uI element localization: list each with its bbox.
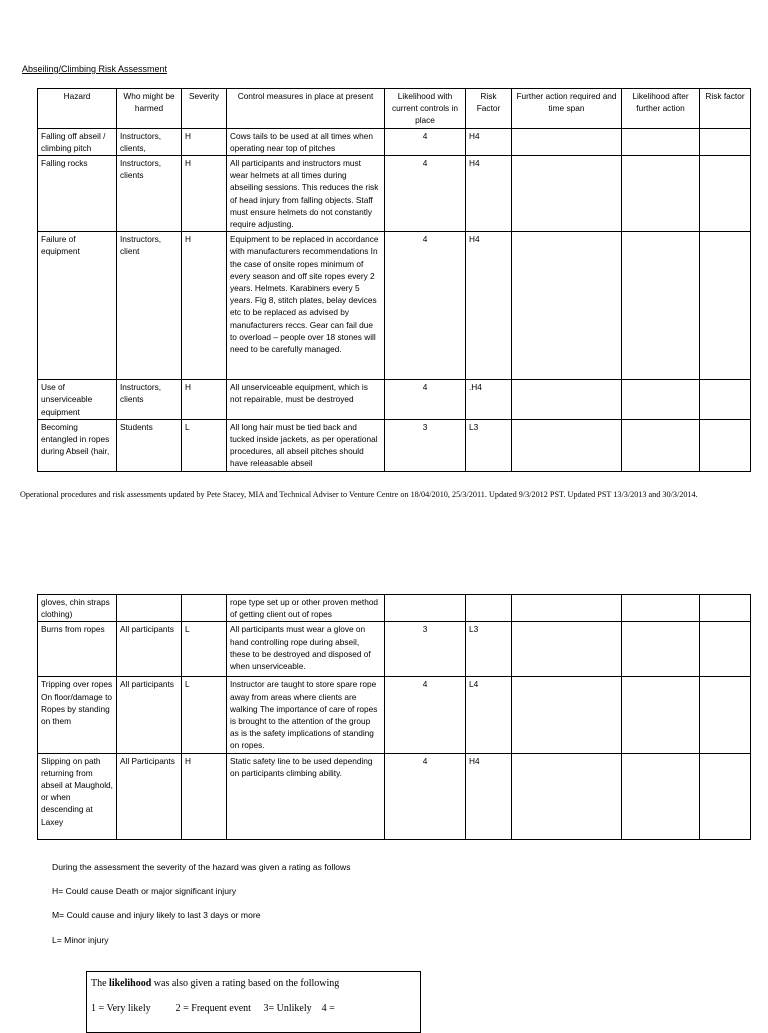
cell-likelihood: 4 [385,232,466,380]
cell-risk-factor-after [700,622,751,677]
table-row [38,677,751,753]
table-header-row [38,89,751,129]
header-risk-factor-after: Risk factor [700,89,751,129]
cell-likelihood: 4 [385,128,466,155]
cell-hazard: Use of unserviceable equipment [38,380,117,420]
cell-likelihood-after [622,232,700,380]
likelihood-intro [91,978,339,989]
cell-likelihood-after [622,622,700,677]
cell-hazard: Becoming entangled in ropes during Abseil (hair, [38,419,117,471]
cell-risk-factor-after [700,156,751,232]
cell-risk-factor: L3 [466,622,512,677]
cell-control: All participants and instructors must wear helmets at all times during abseiling sessions. This reduces the risk of head injury from falling objects. Staff must ensure helmets do not constantly require adjusting. [227,156,385,232]
cell-severity: H [182,753,227,839]
cell-risk-factor-after [700,232,751,380]
risk-table-part-2 [37,594,751,840]
severity-intro: During the assessment the severity of the hazard was given a rating as follows [52,862,351,872]
cell-who [117,595,182,622]
cell-risk-factor-after [700,753,751,839]
cell-severity [182,595,227,622]
header-severity: Severity [182,89,227,129]
cell-who: Students [117,419,182,471]
cell-further-action [512,622,622,677]
cell-control: Equipment to be replaced in accordance with manufacturers recommendations In the case of onsite ropes minimum of every season and off site ropes every 2 years. Helmets. Karabiners every 5 years. Fig 8, stitch plates, belay devices etc to be replaced as advised by manufacturers reccs. Gear can fail due to overload – people over 18 stones will need to be carefully managed. [227,232,385,380]
cell-further-action [512,677,622,753]
table-row [38,232,751,380]
table-row [38,753,751,839]
cell-who: Instructors, client [117,232,182,380]
severity-m-definition: M= Could cause and injury likely to last 3 days or more [52,910,261,920]
cell-severity: L [182,622,227,677]
cell-risk-factor: H4 [466,232,512,380]
cell-further-action [512,380,622,420]
cell-likelihood-after [622,753,700,839]
cell-who: Instructors, clients, [117,128,182,155]
cell-risk-factor: L3 [466,419,512,471]
risk-table-part-1 [37,88,751,472]
cell-further-action [512,156,622,232]
cell-likelihood-after [622,677,700,753]
cell-who: Instructors, clients [117,156,182,232]
header-hazard: Hazard [38,89,117,129]
cell-risk-factor-after [700,128,751,155]
cell-risk-factor: H4 [466,753,512,839]
cell-hazard: gloves, chin straps clothing) [38,595,117,622]
cell-risk-factor: L4 [466,677,512,753]
header-likelihood-after: Likelihood after further action [622,89,700,129]
cell-likelihood: 3 [385,419,466,471]
table-row [38,380,751,420]
table-row [38,419,751,471]
cell-risk-factor-after [700,677,751,753]
cell-likelihood: 4 [385,380,466,420]
table-row [38,595,751,622]
cell-risk-factor-after [700,595,751,622]
cell-risk-factor: H4 [466,128,512,155]
cell-likelihood-after [622,380,700,420]
cell-further-action [512,232,622,380]
cell-severity: H [182,380,227,420]
cell-likelihood: 3 [385,622,466,677]
cell-control: All participants must wear a glove on hand controlling rope during abseil, these to be destroyed and disposed of when unserviceable. [227,622,385,677]
cell-likelihood-after [622,419,700,471]
cell-risk-factor-after [700,419,751,471]
cell-likelihood [385,595,466,622]
cell-further-action [512,128,622,155]
header-control-measures: Control measures in place at present [227,89,385,129]
cell-who: All participants [117,677,182,753]
header-likelihood-current: Likelihood with current controls in place [385,89,466,129]
cell-severity: H [182,156,227,232]
header-further-action: Further action required and time span [512,89,622,129]
table-row [38,622,751,677]
cell-likelihood: 4 [385,753,466,839]
cell-hazard: Burns from ropes [38,622,117,677]
cell-hazard: Failure of equipment [38,232,117,380]
document-title: Abseiling/Climbing Risk Assessment [22,64,168,74]
cell-who: All Participants [117,753,182,839]
severity-h-definition: H= Could cause Death or major significant injury [52,886,237,896]
cell-hazard: Slipping on path returning from abseil at Maughold, or when descending at Laxey [38,753,117,839]
cell-control: All long hair must be tied back and tucked inside jackets, as per operational procedures, all abseil pitches should have releasable abseil [227,419,385,471]
cell-risk-factor-after [700,380,751,420]
cell-control: Instructor are taught to store spare rope away from areas where clients are walking The importance of care of ropes is brought to the attention of the group as is the safety implications of standing on ropes. [227,677,385,753]
likelihood-intro-post: was also given a rating based on the following [151,978,340,989]
cell-control: All unserviceable equipment, which is not repairable, must be destroyed [227,380,385,420]
cell-risk-factor: .H4 [466,380,512,420]
table-row [38,128,751,155]
likelihood-scale: 1 = Very likely 2 = Frequent event 3= Unlikely 4 = [91,1003,335,1014]
cell-likelihood-after [622,595,700,622]
cell-likelihood-after [622,128,700,155]
cell-likelihood: 4 [385,677,466,753]
cell-severity: H [182,232,227,380]
cell-severity: L [182,677,227,753]
header-who-harmed: Who might be harmed [117,89,182,129]
cell-risk-factor [466,595,512,622]
header-risk-factor: Risk Factor [466,89,512,129]
cell-hazard: Falling off abseil / climbing pitch [38,128,117,155]
cell-severity: L [182,419,227,471]
cell-likelihood-after [622,156,700,232]
cell-likelihood: 4 [385,156,466,232]
cell-further-action [512,595,622,622]
cell-risk-factor: H4 [466,156,512,232]
cell-further-action [512,419,622,471]
cell-control: rope type set up or other proven method of getting client out of ropes [227,595,385,622]
cell-control: Cows tails to be used at all times when operating near top of pitches [227,128,385,155]
likelihood-intro-pre: The [91,978,110,989]
table-row [38,156,751,232]
cell-control: Static safety line to be used depending on participants climbing ability. [227,753,385,839]
cell-who: All participants [117,622,182,677]
cell-hazard: Falling rocks [38,156,117,232]
cell-hazard: Tripping over ropes On floor/damage to Ropes by standing on them [38,677,117,753]
likelihood-intro-bold: likelihood [109,978,152,989]
update-footnote: Operational procedures and risk assessments updated by Pete Stacey, MIA and Technical Adviser to Venture Centre on 18/04/2010, 25/3/2011. Updated 9/3/2012 PST. Updated PST 13/3/2013 and 30/3/2014. [20,490,698,499]
cell-severity: H [182,128,227,155]
severity-l-definition: L= Minor injury [52,935,109,945]
cell-who: Instructors, clients [117,380,182,420]
cell-further-action [512,753,622,839]
